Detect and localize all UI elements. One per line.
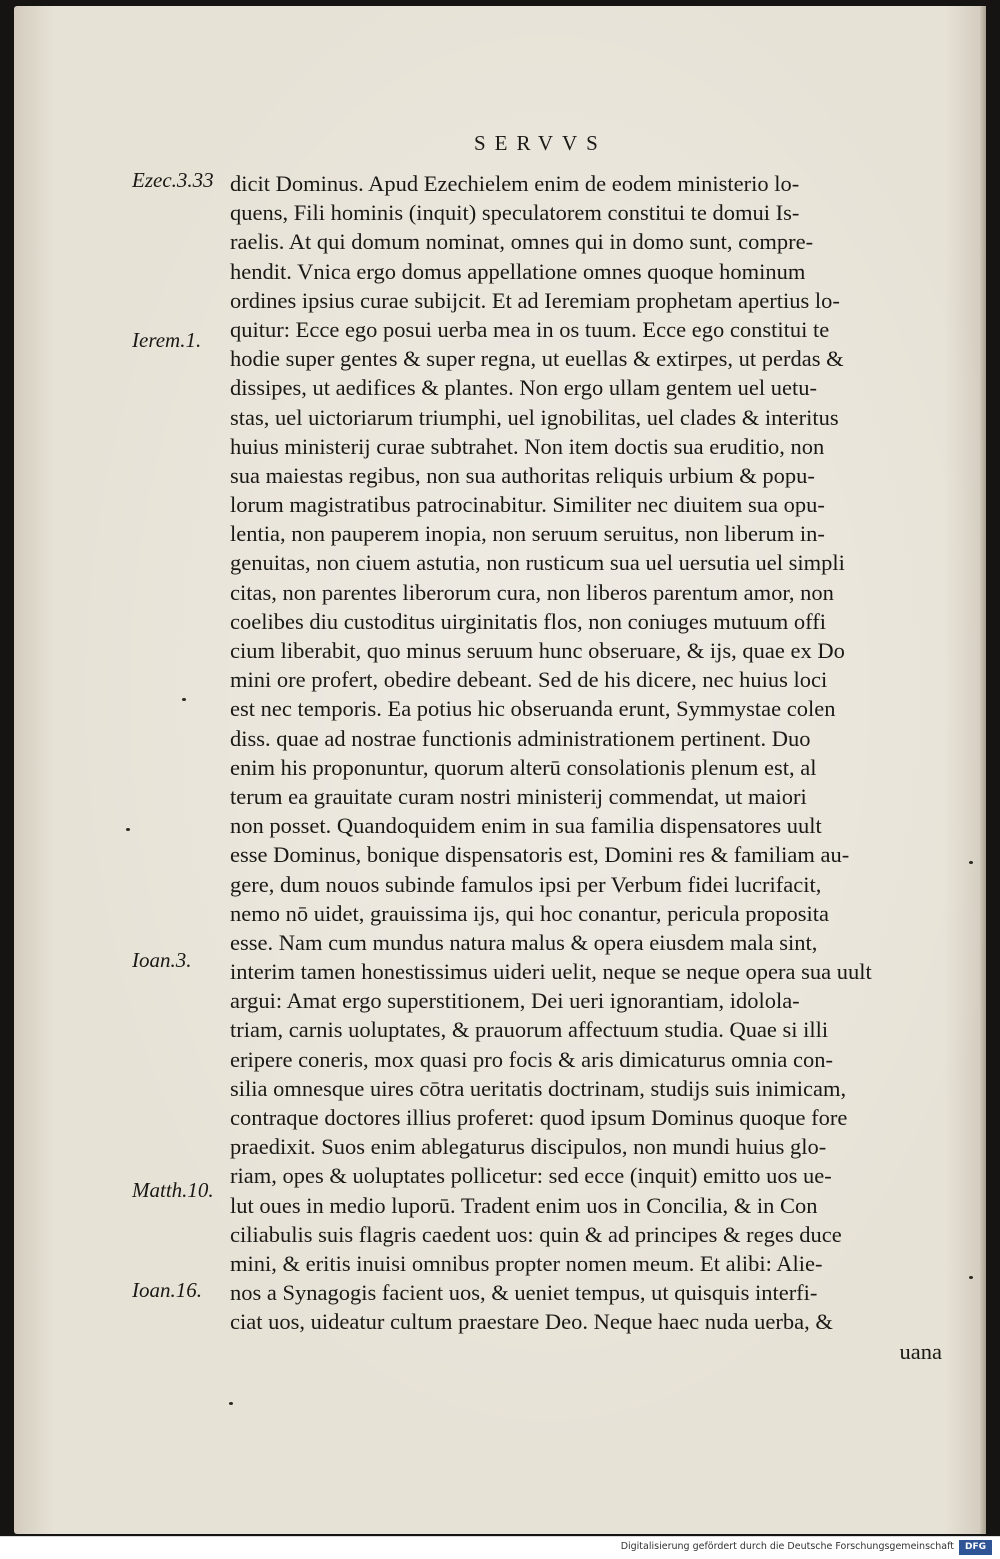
margin-note: Matth.10. <box>132 1178 214 1202</box>
ink-speck <box>126 828 130 831</box>
text-line: est nec temporis. Ea potius hic obseruanda erunt, Symmystae colen <box>230 696 836 722</box>
text-line: gere, dum nouos subinde famulos ipsi per Verbum fidei lucrifacit, <box>230 871 822 897</box>
text-line: argui: Amat ergo superstitionem, Dei ueri ignorantiam, idolola- <box>230 988 800 1014</box>
margin-notes <box>14 6 229 1534</box>
text-line: lorum magistratibus patrocinabitur. Similiter nec diuitem sua opu- <box>230 492 825 518</box>
catchword: uana <box>899 1338 942 1364</box>
ink-speck <box>969 861 973 864</box>
page-edge <box>980 6 986 1534</box>
text-line: non posset. Quandoquidem enim in sua familia dispensatores uult <box>230 813 822 839</box>
text-line: quens, Fili hominis (inquit) speculatorem constitui te domui Is- <box>230 200 800 226</box>
text-line: genuitas, non ciuem astutia, non rusticum sua uel uersutia uel simpli <box>230 550 845 576</box>
margin-note: Ezec.3.33 <box>132 168 214 192</box>
text-line: sua maiestas regibus, non sua authoritas reliquis urbium & popu- <box>230 462 815 488</box>
text-line: dissipes, ut aedifices & plantes. Non ergo ullam gentem uel uetu- <box>230 375 817 401</box>
text-line: quitur: Ecce ego posui uerba mea in os tuum. Ecce ego constitui te <box>230 316 830 342</box>
running-header: SERVVS <box>474 131 607 155</box>
text-line: lut oues in medio luporū. Tradent enim uos in Concilia, & in Con <box>230 1192 818 1218</box>
text-line: coelibes diu custoditus uirginitatis flos, non coniuges mutuum offi <box>230 608 826 634</box>
text-line: terum ea grauitate curam nostri ministerij commendat, ut maiori <box>230 783 807 809</box>
text-line: cium liberabit, quo minus seruum hunc obseruare, & ijs, quae ex Do <box>230 638 845 663</box>
text-line: dicit Dominus. Apud Ezechielem enim de eodem ministerio lo- <box>230 171 800 196</box>
text-line: esse Dominus, bonique dispensatoris est, Domini res & familiam au- <box>230 842 850 868</box>
text-line: riam, opes & uoluptates pollicetur: sed ecce (inquit) emitto uos ue- <box>230 1163 832 1189</box>
ink-speck <box>969 1276 973 1279</box>
funding-notice: Digitalisierung gefördert durch die Deutsche Forschungsgemeinschaft <box>620 1541 954 1552</box>
text-line: mini ore profert, obedire debeant. Sed de his dicere, nec huius loci <box>230 667 828 693</box>
text-line: praedixit. Suos enim ablegaturus discipulos, non mundi huius glo- <box>230 1134 827 1160</box>
margin-note: Ioan.3. <box>132 948 192 972</box>
text-line: esse. Nam cum mundus natura malus & opera eiusdem mala sint, <box>230 929 818 955</box>
text-line: nos a Synagogis facient uos, & ueniet tempus, ut quisquis interfi- <box>230 1280 818 1306</box>
text-line: ciliabulis suis flagris caedent uos: quin & ad principes & reges duce <box>230 1221 842 1247</box>
text-line: contraque doctores illius proferet: quod ipsum Dominus quoque fore <box>230 1105 848 1130</box>
text-line: eripere coneris, mox quasi pro focis & aris dimicaturus omnia con- <box>230 1046 833 1072</box>
text-line: nemo nō uidet, grauissima ijs, qui hoc conantur, pericula proposita <box>230 900 829 926</box>
margin-note: Ioan.16. <box>132 1278 202 1302</box>
ink-speck <box>229 1402 233 1405</box>
text-line: huius ministerij curae subtrahet. Non item doctis sua eruditio, non <box>230 433 825 459</box>
text-line: enim his proponuntur, quorum alterū consolationis plenum est, al <box>230 754 817 780</box>
text-line: triam, carnis uoluptates, & prauorum affectuum studia. Quae si illi <box>230 1017 829 1043</box>
margin-note: Ierem.1. <box>132 328 202 352</box>
book-page <box>14 6 986 1534</box>
text-line: hendit. Vnica ergo domus appellatione omnes quoque hominum <box>230 258 806 284</box>
body-text <box>230 169 942 1366</box>
text-line: interim tamen honestissimus uideri uelit, neque se neque opera sua uult <box>230 959 872 985</box>
text-line: diss. quae ad nostrae functionis administrationem pertinent. Duo <box>230 725 811 751</box>
dfg-logo: DFG <box>959 1540 992 1555</box>
text-line: hodie super gentes & super regna, ut euellas & extirpes, ut perdas & <box>230 346 844 372</box>
text-line: stas, uel uictoriarum triumphi, uel ignobilitas, uel clades & interitus <box>230 404 839 430</box>
text-line: silia omnesque uires cōtra ueritatis doctrinam, studijs suis inimicam, <box>230 1075 847 1101</box>
text-line: citas, non parentes liberorum cura, non liberos parentum amor, non <box>230 579 834 605</box>
text-line: ciat uos, uideatur cultum praestare Deo. Neque haec nuda uerba, & <box>230 1309 833 1335</box>
footer-bar <box>0 1536 1000 1559</box>
text-line: ordines ipsius curae subijcit. Et ad Ieremiam prophetam apertius lo- <box>230 287 840 313</box>
ink-speck <box>182 698 186 701</box>
text-line: mini, & eritis inuisi omnibus propter nomen meum. Et alibi: Alie- <box>230 1250 823 1276</box>
text-line: lentia, non pauperem inopia, non seruum seruitus, non liberum in- <box>230 521 825 547</box>
text-line: raelis. At qui domum nominat, omnes qui in domo sunt, compre- <box>230 229 814 255</box>
